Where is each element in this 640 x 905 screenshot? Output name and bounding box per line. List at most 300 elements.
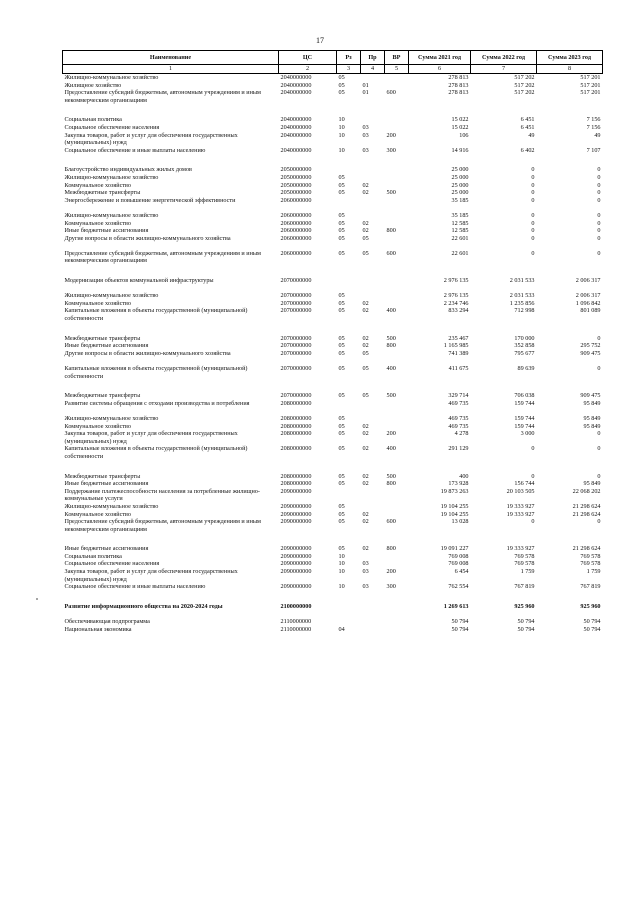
row-sum-2023: 0 [597, 365, 601, 372]
table-row [63, 74, 603, 82]
row-pr [361, 197, 385, 212]
row-sum-2022: 159 744 [514, 399, 535, 407]
row-sum-2022: 19 333 927 [506, 545, 535, 553]
row-sum-2023: 517 201 [580, 89, 601, 97]
row-cs-code: 2090000000 [280, 583, 312, 591]
row-cs-code: 2060000000 [280, 211, 312, 219]
row-sum-2021: 762 554 [448, 583, 469, 591]
row-pr: 02 [362, 342, 369, 350]
header-name: Наименование [63, 51, 279, 65]
row-name: Коммунальное хозяйство [64, 422, 131, 430]
row-sum-2022: 19 333 927 [506, 502, 535, 510]
row-sum-2023: 0 [597, 166, 601, 174]
row-vr: 800 [386, 342, 396, 350]
row-sum-2021: 411 675 [448, 365, 469, 372]
row-cs-code: 2060000000 [280, 196, 312, 204]
row-name: Жилищно-коммунальное хозяйство [64, 211, 159, 219]
row-name: Социальное обеспечение и иные выплаты населению [64, 146, 206, 154]
row-sum-2023: 909 475 [580, 392, 601, 400]
row-rz: 05 [338, 81, 345, 89]
row-vr [385, 235, 409, 250]
row-pr: 05 [362, 349, 369, 357]
row-cs-code: 2070000000 [280, 349, 312, 357]
table-row [63, 132, 603, 147]
row-sum-2021: 12 585 [451, 219, 469, 227]
row-vr [385, 511, 409, 519]
scan-dot [36, 598, 38, 600]
row-sum-2021: 22 601 [451, 249, 469, 257]
row-pr: 02 [362, 472, 369, 480]
row-vr [385, 503, 409, 511]
row-sum-2022: 0 [531, 189, 535, 197]
row-sum-2021: 769 008 [448, 552, 469, 560]
row-rz: 05 [338, 342, 345, 350]
row-rz: 10 [338, 146, 345, 154]
row-rz: 05 [338, 307, 345, 315]
table-row [63, 197, 603, 212]
row-sum-2023: 517 201 [580, 81, 601, 89]
row-sum-2021: 15 022 [451, 123, 469, 131]
row-vr: 500 [386, 334, 396, 342]
column-number: 4 [361, 65, 385, 74]
table-row [63, 342, 603, 350]
row-pr [361, 626, 385, 634]
row-cs-code: 2090000000 [280, 510, 312, 518]
row-cs-code: 2060000000 [280, 219, 312, 227]
table-row [63, 212, 603, 220]
row-rz: 05 [338, 349, 345, 357]
row-sum-2023: 49 [594, 131, 601, 139]
table-row [63, 583, 603, 603]
row-vr: 500 [386, 189, 396, 197]
row-sum-2022: 89 639 [517, 365, 535, 372]
table-row [63, 292, 603, 300]
row-name: Жилищное хозяйство [64, 81, 122, 89]
row-pr [361, 292, 385, 300]
table-row [63, 430, 603, 445]
row-vr [385, 300, 409, 308]
row-rz: 10 [338, 131, 345, 139]
row-sum-2022: 517 202 [514, 74, 535, 81]
column-number: 8 [537, 65, 603, 74]
table-row [63, 626, 603, 634]
table-row [63, 518, 603, 545]
row-sum-2022: 170 000 [514, 334, 535, 342]
row-cs-code: 2040000000 [280, 131, 312, 139]
row-cs-code: 2090000000 [280, 502, 312, 510]
row-rz [337, 603, 361, 618]
row-sum-2022: 159 744 [514, 414, 535, 422]
row-sum-2021: 4 278 [454, 430, 469, 438]
row-sum-2023: 0 [597, 219, 601, 227]
row-vr [385, 174, 409, 182]
row-pr [361, 400, 385, 415]
row-rz: 10 [338, 116, 345, 124]
row-cs-code: 2040000000 [280, 123, 312, 131]
row-name: Жилищно-коммунальное хозяйство [64, 502, 159, 510]
row-sum-2023: 21 298 624 [572, 510, 601, 518]
row-sum-2023: 925 960 [580, 602, 601, 610]
row-rz: 05 [338, 181, 345, 189]
row-pr: 02 [362, 422, 369, 430]
table-row [63, 300, 603, 308]
row-cs-code: 2070000000 [280, 307, 312, 315]
row-rz: 05 [338, 219, 345, 227]
row-sum-2021: 769 008 [448, 560, 469, 568]
row-name: Капитальные вложения в объекты государственной (муниципальной) собственности [64, 307, 248, 323]
row-sum-2021: 2 976 135 [443, 277, 469, 285]
row-sum-2023: 95 849 [583, 480, 601, 488]
row-vr: 600 [386, 249, 396, 257]
row-vr [385, 182, 409, 190]
row-sum-2023: 0 [597, 430, 601, 438]
table-row [63, 166, 603, 174]
row-vr [385, 560, 409, 568]
row-sum-2023: 517 201 [580, 74, 601, 81]
row-cs-code: 2070000000 [280, 365, 312, 372]
row-sum-2022: 19 333 927 [506, 510, 535, 518]
row-sum-2023: 2 006 317 [575, 292, 601, 300]
row-cs-code: 2070000000 [280, 334, 312, 342]
row-cs-code: 2110000000 [280, 625, 312, 633]
row-sum-2022: 49 [528, 131, 535, 139]
row-rz [337, 618, 361, 626]
row-pr: 03 [362, 146, 369, 154]
row-cs-code: 2110000000 [280, 618, 312, 626]
header-cs: ЦС [279, 51, 337, 65]
row-cs-code: 2040000000 [280, 81, 312, 89]
row-cs-code: 2060000000 [280, 234, 312, 242]
row-vr: 500 [386, 392, 396, 400]
row-pr: 05 [362, 234, 369, 242]
row-sum-2023: 95 849 [583, 422, 601, 430]
table-row [63, 350, 603, 365]
table-row [63, 307, 603, 334]
table-row [63, 392, 603, 400]
row-pr [361, 116, 385, 124]
table-row [63, 189, 603, 197]
table-header-row [63, 51, 603, 65]
row-rz: 05 [338, 545, 345, 553]
row-vr [385, 212, 409, 220]
row-rz: 05 [338, 292, 345, 300]
row-sum-2022: 517 202 [514, 89, 535, 97]
table-row [63, 603, 603, 618]
row-vr [385, 116, 409, 124]
row-pr: 02 [362, 445, 369, 453]
row-sum-2021: 25 000 [451, 173, 469, 181]
row-cs-code: 2040000000 [280, 116, 312, 124]
row-name: Социальное обеспечение населения [64, 123, 160, 131]
row-vr: 600 [386, 89, 396, 97]
row-name: Жилищно-коммунальное хозяйство [64, 74, 159, 81]
row-rz: 05 [338, 334, 345, 342]
row-sum-2022: 0 [531, 518, 535, 526]
row-vr: 400 [386, 365, 396, 372]
row-vr: 800 [386, 227, 396, 235]
row-pr: 02 [362, 334, 369, 342]
row-name: Жилищно-коммунальное хозяйство [64, 414, 159, 422]
row-cs-code: 2050000000 [280, 166, 312, 174]
table-row [63, 553, 603, 561]
row-sum-2023: 769 578 [580, 560, 601, 568]
row-sum-2023: 0 [597, 173, 601, 181]
row-sum-2023: 0 [597, 211, 601, 219]
row-sum-2021: 12 585 [451, 227, 469, 235]
row-pr: 02 [362, 219, 369, 227]
table-row [63, 488, 603, 503]
column-number: 6 [409, 65, 471, 74]
row-rz [337, 400, 361, 415]
row-sum-2022: 0 [531, 445, 535, 453]
row-vr [385, 626, 409, 634]
row-pr: 03 [362, 123, 369, 131]
row-cs-code: 2080000000 [280, 399, 312, 407]
header-sum-2022: Сумма 2022 год [471, 51, 537, 65]
table-row [63, 365, 603, 392]
row-vr [385, 74, 409, 82]
row-vr [385, 415, 409, 423]
row-vr: 200 [386, 430, 396, 438]
row-sum-2022: 2 031 533 [509, 277, 535, 285]
row-name: Коммунальное хозяйство [64, 510, 131, 518]
row-sum-2021: 19 104 255 [440, 502, 469, 510]
row-cs-code: 2040000000 [280, 89, 312, 97]
row-rz: 05 [338, 414, 345, 422]
table-row [63, 250, 603, 277]
row-sum-2021: 469 735 [448, 414, 469, 422]
row-vr [385, 423, 409, 431]
row-sum-2021: 13 028 [451, 518, 469, 526]
row-pr: 02 [362, 510, 369, 518]
row-vr [385, 82, 409, 90]
row-sum-2023: 0 [597, 227, 601, 235]
row-sum-2023: 22 068 202 [572, 487, 601, 495]
row-vr: 200 [386, 568, 396, 576]
row-sum-2023: 7 107 [586, 146, 601, 154]
row-name: Закупка товаров, работ и услуг для обеспечения государственных (муниципальных) нужд [64, 568, 238, 583]
row-name: Социальная политика [64, 116, 122, 124]
table-row [63, 400, 603, 415]
table-body [63, 74, 603, 634]
row-sum-2021: 741 389 [448, 349, 469, 357]
page-number: 17 [316, 36, 324, 45]
row-sum-2021: 19 873 263 [440, 487, 469, 495]
row-name: Развитие системы обращения с отходами производства и потребления [64, 399, 250, 407]
row-pr: 05 [362, 365, 369, 372]
row-sum-2022: 769 578 [514, 560, 535, 568]
header-sum-2021: Сумма 2021 год [409, 51, 471, 65]
header-pr: Пр [361, 51, 385, 65]
row-vr: 600 [386, 518, 396, 526]
row-pr: 02 [362, 518, 369, 526]
row-rz: 05 [338, 234, 345, 242]
row-pr [361, 488, 385, 503]
row-rz [337, 277, 361, 292]
table-row [63, 182, 603, 190]
row-sum-2021: 35 185 [451, 196, 469, 204]
row-sum-2021: 15 022 [451, 116, 469, 124]
row-sum-2021: 833 294 [448, 307, 469, 315]
row-vr: 800 [386, 480, 396, 488]
row-rz: 05 [338, 392, 345, 400]
row-name: Иные бюджетные ассигнования [64, 227, 149, 235]
row-name: Капитальные вложения в объекты государственной (муниципальной) собственности [64, 445, 248, 460]
row-sum-2022: 1 235 856 [509, 299, 535, 307]
row-name: Иные бюджетные ассигнования [64, 545, 149, 553]
row-sum-2022: 0 [531, 166, 535, 174]
table-row [63, 545, 603, 553]
row-sum-2021: 1 165 985 [443, 342, 469, 350]
row-name: Межбюджетные трансферты [64, 472, 141, 480]
row-vr [385, 350, 409, 365]
row-pr: 03 [362, 131, 369, 139]
row-sum-2021: 278 813 [448, 89, 469, 97]
row-sum-2022: 0 [531, 249, 535, 257]
row-vr: 400 [386, 307, 396, 315]
row-cs-code: 2080000000 [280, 472, 312, 480]
row-name: Иные бюджетные ассигнования [64, 480, 149, 488]
row-vr [385, 220, 409, 228]
row-pr: 02 [362, 545, 369, 553]
row-pr: 05 [362, 249, 369, 257]
row-pr [361, 553, 385, 561]
row-sum-2022: 0 [531, 211, 535, 219]
row-vr: 400 [386, 445, 396, 453]
row-sum-2022: 767 819 [514, 583, 535, 591]
table-row [63, 277, 603, 292]
row-sum-2021: 469 735 [448, 399, 469, 407]
row-sum-2023: 801 089 [580, 307, 601, 315]
row-rz: 10 [338, 568, 345, 576]
row-name: Национальная экономика [64, 625, 132, 633]
table-row [63, 116, 603, 124]
row-pr [361, 174, 385, 182]
row-name: Межбюджетные трансферты [64, 189, 141, 197]
row-cs-code: 2080000000 [280, 445, 312, 453]
row-rz: 04 [338, 625, 345, 633]
row-sum-2022: 769 578 [514, 552, 535, 560]
row-name: Межбюджетные трансферты [64, 334, 141, 342]
row-cs-code: 2070000000 [280, 277, 312, 285]
row-name: Другие вопросы в области жилищно-коммунального хозяйства [64, 234, 231, 242]
table-row [63, 124, 603, 132]
row-cs-code: 2070000000 [280, 342, 312, 350]
budget-table [62, 50, 603, 633]
row-sum-2023: 0 [597, 234, 601, 242]
row-sum-2023: 21 298 624 [572, 545, 601, 553]
row-sum-2023: 909 475 [580, 349, 601, 357]
row-sum-2022: 0 [531, 173, 535, 181]
table-row [63, 335, 603, 343]
row-sum-2023: 95 849 [583, 414, 601, 422]
row-sum-2023: 0 [597, 445, 601, 453]
row-sum-2022: 0 [531, 472, 535, 480]
row-sum-2022: 6 402 [520, 146, 535, 154]
row-sum-2023: 7 156 [586, 123, 601, 131]
header-vr: ВР [385, 51, 409, 65]
row-pr: 02 [362, 307, 369, 315]
row-sum-2023: 769 578 [580, 552, 601, 560]
row-sum-2022: 0 [531, 219, 535, 227]
row-name: Обеспечивающая подпрограмма [64, 618, 150, 626]
table-row [63, 235, 603, 250]
row-rz: 05 [338, 189, 345, 197]
row-cs-code: 2050000000 [280, 173, 312, 181]
row-pr: 01 [362, 89, 369, 97]
row-name: Закупка товаров, работ и услуг для обеспечения государственных (муниципальных) нужд [64, 131, 238, 147]
row-sum-2021: 400 [459, 472, 469, 480]
row-pr [361, 503, 385, 511]
row-name: Капитальные вложения в объекты государственной (муниципальной) собственности [64, 365, 248, 380]
row-sum-2021: 25 000 [451, 166, 469, 174]
row-rz: 05 [338, 422, 345, 430]
row-rz: 05 [338, 299, 345, 307]
table-row [63, 220, 603, 228]
row-sum-2021: 35 185 [451, 211, 469, 219]
row-name: Жилищно-коммунальное хозяйство [64, 292, 159, 300]
row-pr: 02 [362, 189, 369, 197]
row-cs-code: 2090000000 [280, 487, 312, 495]
row-rz: 05 [338, 227, 345, 235]
row-rz: 05 [338, 249, 345, 257]
row-pr [361, 166, 385, 174]
row-pr: 02 [362, 299, 369, 307]
row-rz: 05 [338, 445, 345, 453]
row-vr: 300 [386, 146, 396, 154]
header-rz: Рз [337, 51, 361, 65]
table-row [63, 174, 603, 182]
row-rz: 05 [338, 211, 345, 219]
row-cs-code: 2090000000 [280, 518, 312, 526]
row-sum-2022: 3 000 [520, 430, 535, 438]
row-pr: 02 [362, 227, 369, 235]
row-cs-code: 2050000000 [280, 189, 312, 197]
row-sum-2021: 106 [459, 131, 469, 139]
row-name: Межбюджетные трансферты [64, 392, 141, 400]
row-sum-2023: 50 794 [583, 618, 601, 626]
row-sum-2023: 767 819 [580, 583, 601, 591]
row-cs-code: 2040000000 [280, 74, 312, 81]
row-sum-2022: 925 960 [514, 602, 535, 610]
row-name: Поддержание платежеспособности населения за потребленные жилищно-коммунальные услуги [64, 487, 260, 503]
row-cs-code: 2080000000 [280, 430, 312, 438]
row-rz: 05 [338, 502, 345, 510]
row-rz: 05 [338, 518, 345, 526]
row-vr [385, 197, 409, 212]
row-vr [385, 277, 409, 292]
row-rz: 10 [338, 583, 345, 591]
row-pr [361, 618, 385, 626]
row-sum-2022: 159 744 [514, 422, 535, 430]
row-rz [337, 197, 361, 212]
row-vr: 300 [386, 583, 396, 591]
row-sum-2021: 14 916 [451, 146, 469, 154]
table-row [63, 560, 603, 568]
row-sum-2023: 2 006 317 [575, 277, 601, 285]
row-sum-2022: 0 [531, 181, 535, 189]
row-cs-code: 2100000000 [280, 602, 312, 610]
row-sum-2021: 469 735 [448, 422, 469, 430]
table-row [63, 503, 603, 511]
row-pr: 03 [362, 560, 369, 568]
row-sum-2022: 156 744 [514, 480, 535, 488]
row-name: Социальное обеспечение и иные выплаты населению [64, 583, 206, 591]
row-name: Предоставление субсидий бюджетным, автономным учреждениям и иным некоммерческим организациям [64, 518, 261, 533]
row-sum-2023: 0 [597, 334, 601, 342]
row-vr [385, 166, 409, 174]
table-row [63, 568, 603, 583]
